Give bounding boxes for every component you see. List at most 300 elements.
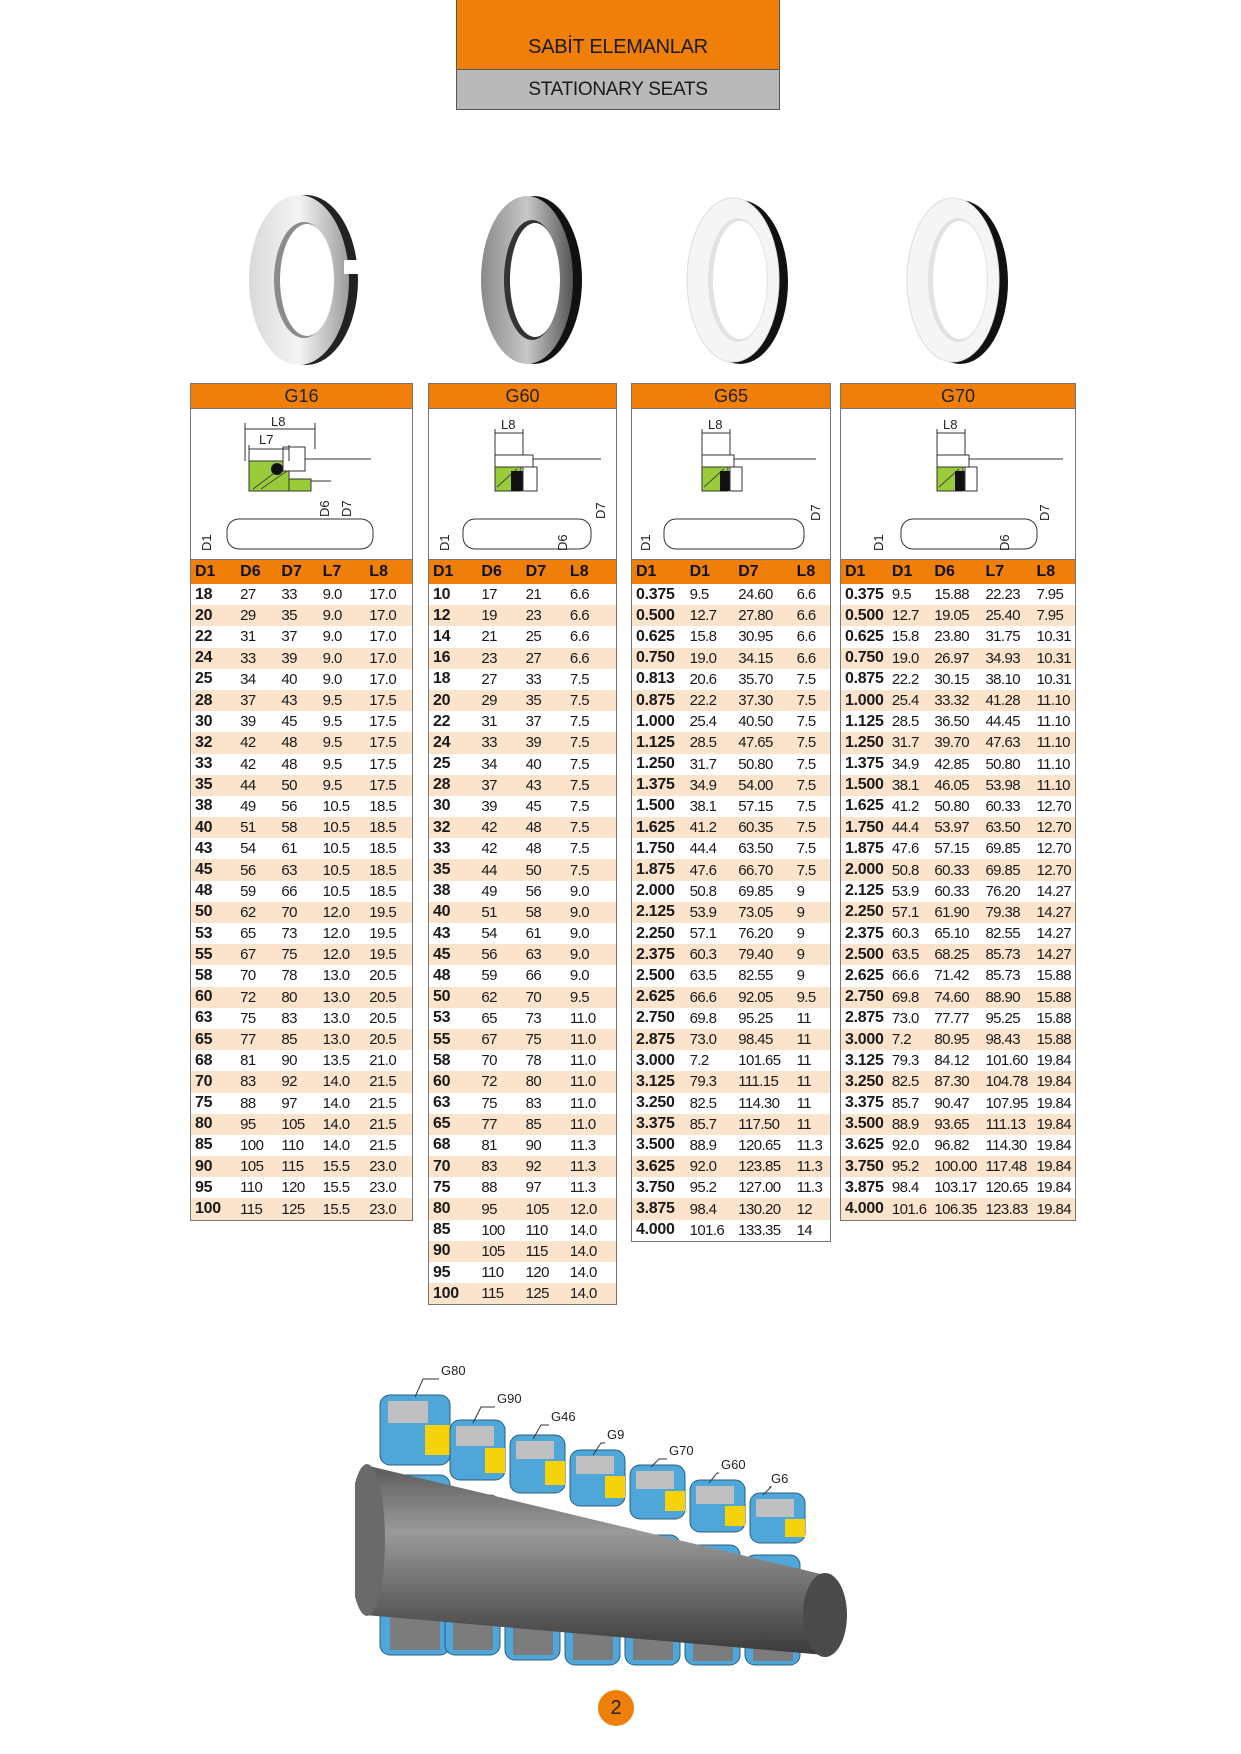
table-cell: 33.32 [930, 690, 981, 711]
table-row [191, 902, 412, 923]
table-cell: 39.70 [930, 732, 981, 753]
table-cell: 37.30 [734, 690, 792, 711]
table-cell: 31 [240, 628, 256, 646]
table-cell: 9.0 [566, 902, 616, 923]
table-cell: 39 [277, 648, 318, 669]
table-cell: 53 [433, 1009, 451, 1027]
table-cell: 38 [433, 882, 451, 900]
table-cell: 21.5 [365, 1071, 412, 1092]
table-cell: 111.13 [981, 1114, 1032, 1135]
table-cell: 23 [477, 648, 521, 669]
table-cell: 70 [277, 902, 318, 923]
table-cell: 100.00 [930, 1156, 981, 1177]
table-cell: 9 [793, 902, 830, 923]
table-cell: 11.10 [1032, 775, 1075, 796]
table-cell: 18 [433, 670, 451, 688]
table-cell: 2.125 [845, 882, 884, 900]
g60-col-header: D7 [522, 560, 566, 584]
table-row [429, 605, 616, 626]
g60-title: G60 [429, 384, 616, 409]
table-cell: 98.4 [891, 1179, 919, 1197]
table-cell: 42 [477, 817, 521, 838]
table-cell: 40.50 [738, 713, 773, 731]
g70-col-header: D1 [888, 560, 931, 584]
table-cell: 33 [433, 839, 451, 857]
g60-col-header: D6 [477, 560, 521, 584]
table-cell: 79.3 [891, 1052, 919, 1070]
table-cell: 9.0 [319, 648, 366, 669]
table-cell: 11 [796, 1094, 811, 1112]
g16-col-header: D6 [236, 560, 277, 584]
table-cell: 17.5 [369, 713, 397, 731]
table-row [429, 859, 616, 880]
table-cell: 11.0 [569, 1052, 596, 1070]
table-cell: 60.35 [734, 817, 792, 838]
table-cell: 75 [433, 1178, 451, 1196]
table-cell: 65.10 [934, 925, 969, 943]
table-cell: 53.98 [981, 775, 1032, 796]
table-cell: 123.85 [734, 1156, 792, 1177]
table-row [632, 775, 830, 796]
table-cell: 97 [281, 1094, 297, 1112]
table-row [429, 711, 616, 732]
table-row [429, 775, 616, 796]
table-cell: 19.0 [686, 648, 735, 669]
table-cell: 9.0 [566, 944, 616, 965]
table-cell: 0.625 [845, 627, 884, 645]
table-cell: 56 [236, 859, 277, 880]
table-cell: 22.23 [985, 586, 1020, 604]
table-cell: 75 [277, 944, 318, 965]
table-cell: 100 [481, 1221, 505, 1239]
table-row [632, 923, 830, 944]
table-cell: 0.375 [845, 585, 884, 603]
g16-table [191, 560, 412, 1220]
table-cell: 12.0 [322, 925, 350, 943]
table-cell: 7.5 [796, 713, 816, 731]
table-row [429, 923, 616, 944]
table-row [632, 648, 830, 669]
table-cell: 23.0 [369, 1179, 397, 1197]
table-cell: 3.750 [841, 1156, 888, 1177]
table-cell: 9.5 [322, 713, 342, 731]
table-cell: 19.5 [369, 925, 397, 943]
table-cell: 3.125 [845, 1051, 884, 1069]
table-cell: 65 [481, 1009, 497, 1027]
table-cell: 69.85 [738, 882, 773, 900]
table-cell: 7.5 [793, 775, 830, 796]
table-cell: 72 [477, 1071, 521, 1092]
table-cell: 81 [481, 1136, 497, 1154]
table-cell: 60.33 [985, 797, 1020, 815]
table-cell: 73.0 [686, 1029, 735, 1050]
table-cell: 63 [195, 1009, 213, 1027]
table-cell: 7.5 [569, 840, 589, 858]
table-cell: 22 [433, 712, 451, 730]
g16-dim-d7: D7 [339, 500, 354, 517]
table-row [429, 1050, 616, 1071]
table-cell: 33 [477, 732, 521, 753]
table-cell: 38.1 [689, 797, 717, 815]
table-cell: 21.0 [369, 1052, 397, 1070]
table-cell: 3.625 [632, 1156, 686, 1177]
table-cell: 70 [240, 967, 256, 985]
table-cell: 19 [477, 605, 521, 626]
table-cell: 133.35 [738, 1221, 781, 1239]
table-cell: 111.15 [734, 1071, 792, 1092]
table-cell: 50 [522, 859, 566, 880]
table-cell: 24 [429, 732, 477, 753]
table-cell: 49 [481, 882, 497, 900]
table-cell: 105 [277, 1114, 318, 1135]
table-cell: 37 [525, 713, 542, 731]
table-row [632, 859, 830, 880]
table-cell: 18.5 [369, 840, 397, 858]
table-cell: 47.6 [891, 840, 919, 858]
table-cell: 2.625 [845, 966, 884, 984]
g70-dim-d1: D1 [871, 534, 886, 551]
table-cell: 12.7 [686, 605, 735, 626]
table-row [429, 1029, 616, 1050]
table-cell: 25.40 [981, 605, 1032, 626]
table-cell: 73.0 [891, 1009, 919, 1027]
table-cell: 101.6 [689, 1221, 725, 1239]
table-cell: 19.84 [1032, 1198, 1075, 1219]
table-cell: 73 [281, 925, 297, 943]
g16-diagram [191, 409, 412, 560]
table-cell: 16 [429, 648, 477, 669]
table-cell: 2.875 [845, 1009, 884, 1027]
table-row [191, 1093, 412, 1114]
table-cell: 20 [191, 605, 236, 626]
table-cell: 3.250 [636, 1094, 675, 1112]
table-cell: 11.3 [796, 1179, 823, 1197]
table-cell: 62 [236, 902, 277, 923]
table-cell: 65 [429, 1114, 477, 1135]
table-cell: 1.000 [636, 712, 675, 730]
table-row [429, 796, 616, 817]
table-cell: 63 [277, 859, 318, 880]
table-cell: 73.05 [734, 902, 792, 923]
table-row [632, 902, 830, 923]
table-cell: 58 [277, 817, 318, 838]
table-cell: 9 [796, 882, 805, 900]
table-cell: 61.90 [930, 902, 981, 923]
table-cell: 48 [522, 817, 566, 838]
table-cell: 21 [481, 628, 497, 646]
table-cell: 30.15 [934, 670, 969, 688]
table-cell: 62 [477, 987, 521, 1008]
table-cell: 70 [429, 1156, 477, 1177]
table-cell: 90 [281, 1052, 297, 1070]
table-cell: 13.0 [319, 1029, 366, 1050]
table-cell: 34.15 [734, 648, 792, 669]
assembly-label-g46: G46 [551, 1409, 576, 1424]
table-row [632, 1177, 830, 1198]
table-row [191, 1071, 412, 1092]
table-row [841, 1114, 1075, 1135]
table-cell: 75 [195, 1094, 213, 1112]
table-cell: 17.5 [365, 775, 412, 796]
table-cell: 20 [429, 690, 477, 711]
g70-col-header: L8 [1032, 560, 1075, 584]
table-cell: 79.40 [734, 944, 792, 965]
table-cell: 28 [429, 775, 477, 796]
table-cell: 9.5 [319, 690, 366, 711]
table-cell: 41.2 [686, 817, 735, 838]
table-cell: 7.5 [793, 817, 830, 838]
table-cell: 90 [191, 1156, 236, 1177]
table-cell: 9.0 [322, 670, 342, 688]
table-cell: 92.05 [734, 987, 792, 1008]
table-cell: 82.55 [738, 967, 773, 985]
table-row [429, 754, 616, 775]
table-cell: 31 [481, 713, 497, 731]
table-cell: 20.5 [365, 1029, 412, 1050]
table-cell: 114.30 [985, 1136, 1027, 1154]
table-cell: 63 [522, 944, 566, 965]
table-cell: 10.31 [1036, 628, 1072, 646]
table-row [429, 648, 616, 669]
table-cell: 1.875 [632, 859, 686, 880]
table-cell: 125 [522, 1283, 566, 1304]
table-cell: 67 [477, 1029, 521, 1050]
table-cell: 90 [525, 1136, 542, 1154]
table-cell: 15.5 [322, 1179, 350, 1197]
table-cell: 56 [525, 882, 542, 900]
table-cell: 34 [240, 670, 256, 688]
table-cell: 22 [195, 627, 213, 645]
table-cell: 11.10 [1032, 732, 1075, 753]
table-row [429, 1008, 616, 1029]
table-cell: 20.5 [369, 967, 397, 985]
table-cell: 19.84 [1032, 1071, 1075, 1092]
table-cell: 53.97 [930, 817, 981, 838]
table-cell: 15.5 [319, 1198, 366, 1219]
table-row [841, 817, 1075, 838]
table-cell: 2.375 [845, 924, 884, 942]
g16-dim-d1: D1 [199, 534, 214, 551]
table-cell: 32 [191, 732, 236, 753]
table-cell: 1.125 [845, 712, 884, 730]
table-cell: 58 [195, 966, 213, 984]
g16-panel [190, 383, 413, 1221]
g70-panel [840, 383, 1076, 1221]
table-cell: 7.5 [569, 713, 589, 731]
table-cell: 1.250 [636, 755, 675, 773]
table-cell: 54.00 [734, 775, 792, 796]
table-cell: 9.0 [322, 628, 342, 646]
table-row [841, 626, 1075, 647]
table-row [841, 1198, 1075, 1219]
table-cell: 36.50 [934, 713, 969, 731]
table-cell: 7.2 [888, 1029, 931, 1050]
table-row [429, 838, 616, 859]
table-cell: 35 [429, 859, 477, 880]
g65-col-header: D1 [632, 560, 686, 584]
table-cell: 42.85 [934, 755, 969, 773]
table-cell: 25 [195, 670, 213, 688]
table-cell: 65 [240, 925, 256, 943]
table-row [191, 584, 412, 605]
table-row [632, 881, 830, 902]
table-cell: 14.0 [319, 1071, 366, 1092]
table-cell: 3.375 [632, 1114, 686, 1135]
table-cell: 110 [240, 1179, 263, 1197]
table-cell: 96.82 [934, 1136, 969, 1154]
table-cell: 60.3 [686, 944, 735, 965]
table-cell: 1.000 [841, 690, 888, 711]
table-cell: 92.0 [686, 1156, 735, 1177]
table-row [429, 1071, 616, 1092]
table-cell: 7.5 [566, 775, 616, 796]
table-cell: 83 [281, 1009, 297, 1027]
table-row [632, 669, 830, 690]
table-cell: 82.5 [689, 1094, 717, 1112]
table-cell: 2.250 [636, 924, 675, 942]
table-cell: 120.65 [985, 1179, 1028, 1197]
table-cell: 2.625 [632, 987, 686, 1008]
table-cell: 101.65 [738, 1052, 781, 1070]
table-cell: 23.0 [365, 1198, 412, 1219]
table-cell: 100 [191, 1198, 236, 1219]
g60-panel [428, 383, 617, 1305]
table-cell: 0.375 [636, 585, 675, 603]
table-cell: 76.20 [985, 882, 1020, 900]
assembly-label-g80: G80 [441, 1363, 466, 1378]
table-cell: 71.42 [934, 967, 969, 985]
table-cell: 110 [525, 1221, 548, 1239]
table-cell: 63.5 [689, 967, 717, 985]
table-cell: 3.250 [841, 1071, 888, 1092]
table-row [191, 1008, 412, 1029]
table-cell: 3.000 [636, 1051, 675, 1069]
table-cell: 18.5 [365, 859, 412, 880]
table-cell: 11.0 [569, 1094, 596, 1112]
table-cell: 80 [191, 1114, 236, 1135]
table-cell: 35 [191, 775, 236, 796]
table-cell: 11.10 [1036, 755, 1070, 773]
table-cell: 32 [429, 817, 477, 838]
table-row [191, 775, 412, 796]
table-cell: 67 [236, 944, 277, 965]
table-row [841, 754, 1075, 775]
table-cell: 7.5 [793, 859, 830, 880]
table-cell: 50.8 [888, 859, 931, 880]
table-cell: 14.0 [566, 1283, 616, 1304]
table-row [841, 838, 1075, 859]
table-row [191, 1156, 412, 1177]
table-cell: 31.75 [985, 628, 1020, 646]
table-cell: 2.000 [636, 882, 675, 900]
table-cell: 1.875 [845, 839, 884, 857]
table-cell: 17.5 [365, 690, 412, 711]
table-row [632, 965, 830, 986]
table-cell: 60 [191, 987, 236, 1008]
table-cell: 101.60 [985, 1052, 1028, 1070]
table-cell: 6.6 [793, 648, 830, 669]
table-cell: 95 [195, 1178, 213, 1196]
table-cell: 40 [525, 755, 542, 773]
table-row [429, 1283, 616, 1304]
table-row [841, 732, 1075, 753]
table-row [632, 987, 830, 1008]
table-cell: 11.10 [1032, 690, 1075, 711]
table-cell: 7.5 [569, 755, 589, 773]
table-cell: 14.0 [322, 1136, 350, 1154]
table-cell: 12.0 [319, 902, 366, 923]
table-cell: 9.0 [569, 925, 589, 943]
table-row [841, 1135, 1075, 1156]
table-row [632, 626, 830, 647]
table-cell: 9.5 [689, 586, 709, 604]
g65-title: G65 [632, 384, 830, 409]
table-cell: 48 [525, 840, 542, 858]
table-cell: 72 [236, 987, 277, 1008]
table-cell: 66 [281, 882, 297, 900]
table-cell: 17.0 [369, 586, 397, 604]
table-cell: 14 [433, 627, 451, 645]
table-cell: 3.625 [845, 1136, 884, 1154]
table-cell: 35.70 [738, 670, 773, 688]
table-cell: 45 [525, 797, 542, 815]
table-cell: 7.5 [793, 732, 830, 753]
table-cell: 9.5 [793, 987, 830, 1008]
g16-col-header: D7 [277, 560, 318, 584]
table-cell: 2.125 [632, 902, 686, 923]
table-cell: 18.5 [369, 882, 397, 900]
table-cell: 101.6 [888, 1198, 931, 1219]
g16-col-header: L8 [365, 560, 412, 584]
table-cell: 12.70 [1032, 817, 1075, 838]
table-cell: 38 [195, 797, 213, 815]
table-cell: 80 [522, 1071, 566, 1092]
table-cell: 3.750 [636, 1178, 675, 1196]
g70-title: G70 [841, 384, 1075, 409]
table-cell: 44 [477, 859, 521, 880]
table-cell: 3.875 [845, 1178, 884, 1196]
table-cell: 21 [525, 586, 542, 604]
table-cell: 1.750 [841, 817, 888, 838]
table-cell: 9.5 [319, 732, 366, 753]
table-row [841, 690, 1075, 711]
table-cell: 24 [191, 648, 236, 669]
table-row [429, 669, 616, 690]
table-cell: 7.5 [796, 840, 816, 858]
g70-table [841, 560, 1075, 1220]
table-cell: 43 [522, 775, 566, 796]
table-cell: 0.750 [632, 648, 686, 669]
table-cell: 2.375 [632, 944, 686, 965]
table-row [429, 1135, 616, 1156]
table-cell: 44.4 [888, 817, 931, 838]
table-cell: 117.48 [981, 1156, 1032, 1177]
table-cell: 19.5 [365, 944, 412, 965]
table-cell: 0.500 [632, 605, 686, 626]
table-cell: 50 [191, 902, 236, 923]
table-cell: 15.8 [891, 628, 919, 646]
table-cell: 85 [522, 1114, 566, 1135]
table-cell: 25.4 [689, 713, 717, 731]
table-cell: 10.31 [1032, 648, 1075, 669]
table-cell: 40 [191, 817, 236, 838]
table-row [191, 881, 412, 902]
table-cell: 9.5 [319, 775, 366, 796]
table-cell: 4.000 [841, 1198, 888, 1219]
table-cell: 9.5 [891, 586, 911, 604]
table-cell: 85 [433, 1221, 451, 1239]
g65-col-header: D7 [734, 560, 792, 584]
